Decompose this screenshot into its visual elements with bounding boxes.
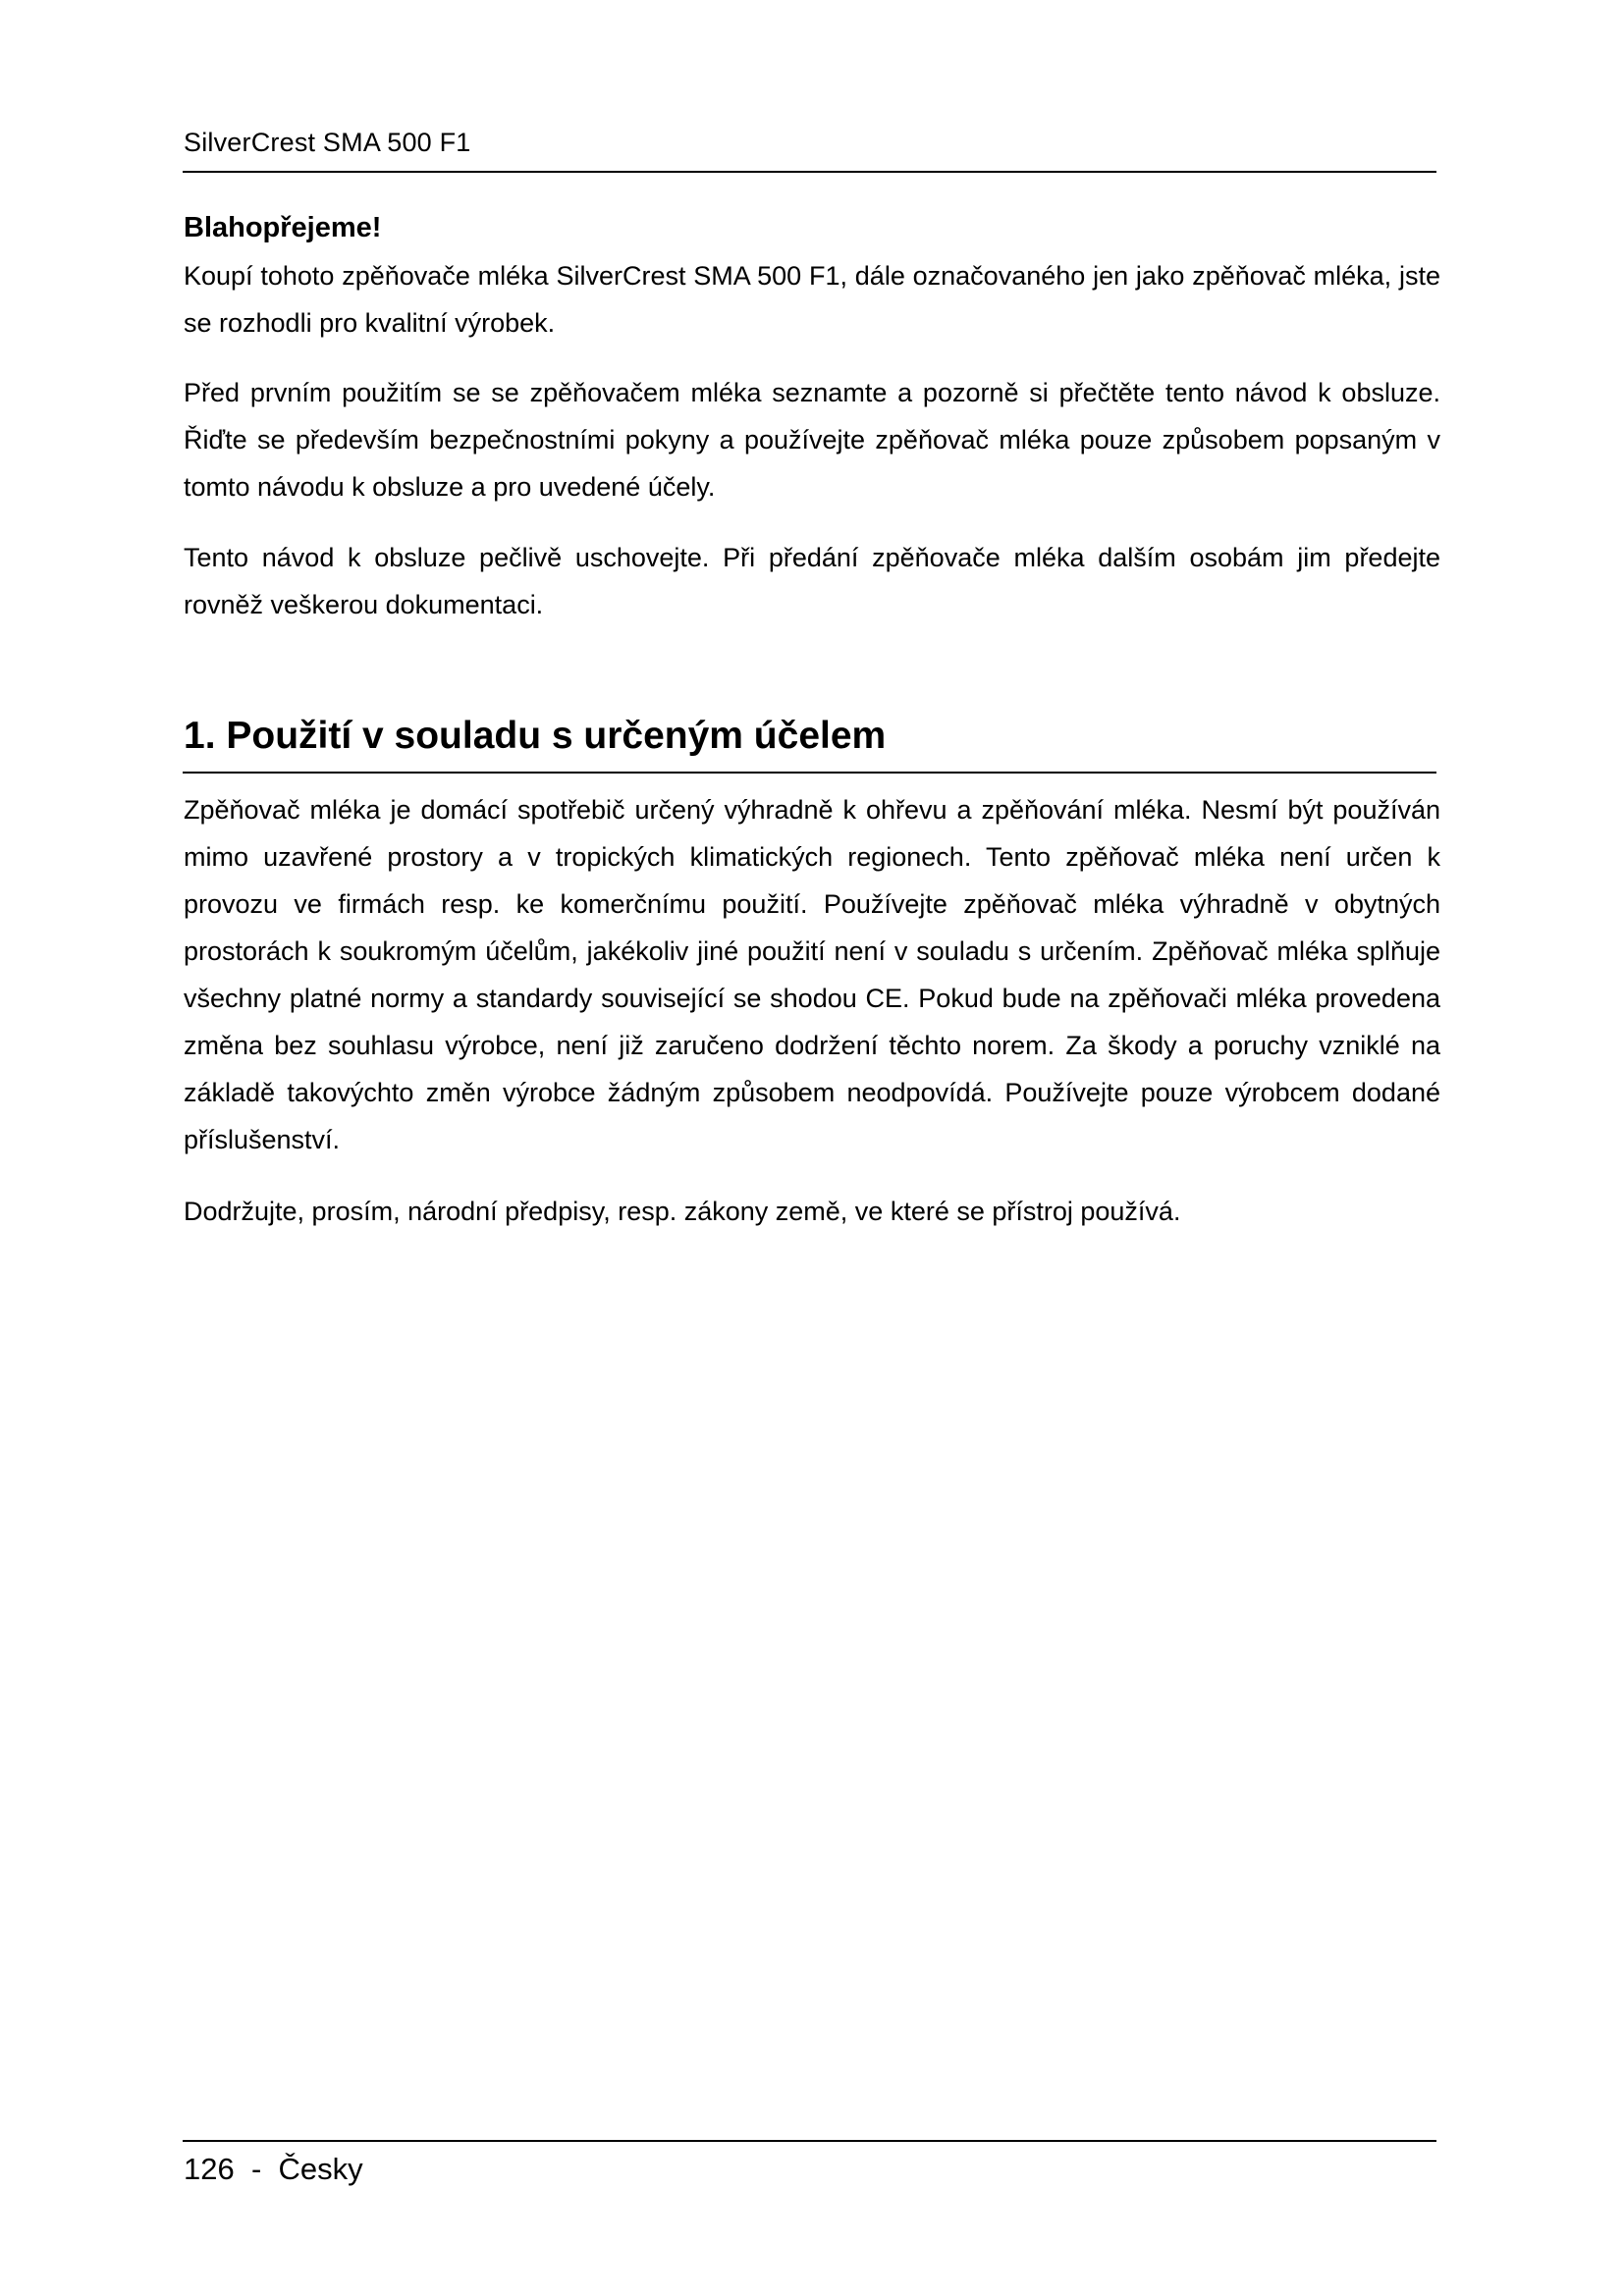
header-rule bbox=[183, 171, 1436, 173]
section-heading-rule bbox=[183, 772, 1436, 774]
section-heading: 1. Použití v souladu s určeným účelem bbox=[184, 715, 887, 757]
section-paragraph-1-block bbox=[184, 786, 1440, 1163]
welcome-paragraph-3: Tento návod k obsluze pečlivě uschovejte. Při předání zpěňovače mléka dalším osobám jim předejte rovněž veškerou dokumentaci. bbox=[184, 543, 1440, 619]
running-header: SilverCrest SMA 500 F1 bbox=[184, 128, 471, 157]
section-paragraph-2: Dodržujte, prosím, národní předpisy, resp. zákony země, ve které se přístroj používá. bbox=[184, 1197, 1181, 1226]
welcome-paragraph-2: Před prvním použitím se se zpěňovačem mléka seznamte a pozorně si přečtěte tento návod k obsluze. Řiďte se především bezpečnostními pokyny a používejte zpěňovač mléka pouze způsobem popsaným v tomto návodu k obsluze a pro uvedené účely. bbox=[184, 378, 1440, 502]
welcome-paragraph-1-block bbox=[184, 252, 1440, 347]
footer-rule bbox=[183, 2140, 1436, 2142]
welcome-paragraph-1: Koupí tohoto zpěňovače mléka SilverCrest SMA 500 F1, dále označovaného jen jako zpěňovač mléka, jste se rozhodli pro kvalitní výrobek. bbox=[184, 261, 1440, 338]
welcome-paragraph-2-block bbox=[184, 369, 1440, 510]
welcome-paragraph-3-block bbox=[184, 534, 1440, 628]
section-paragraph-1: Zpěňovač mléka je domácí spotřebič určený výhradně k ohřevu a zpěňování mléka. Nesmí být používán mimo uzavřené prostory a v tropických klimatických regionech. Tento zpěňovač mléka není určen k provozu ve firmách resp. ke komerčnímu použití. Používejte zpěňovač mléka výhradně v obytných prostorách k soukromým účelům, jakékoliv jiné použití není v souladu s určením. Zpěňovač mléka splňuje všechny platné normy a standardy související se shodou CE. Pokud bude na zpěňovači mléka provedena změna bez souhlasu výrobce, není již zaručeno dodržení těchto norem. Za škody a poruchy vzniklé na základě takovýchto změn výrobce žádným způsobem neodpovídá. Používejte pouze výrobcem dodané příslušenství. bbox=[184, 795, 1440, 1154]
page-footer: 126 - Česky bbox=[184, 2152, 363, 2186]
welcome-title: Blahopřejeme! bbox=[184, 212, 382, 243]
section-paragraph-2-block bbox=[184, 1188, 1440, 1235]
